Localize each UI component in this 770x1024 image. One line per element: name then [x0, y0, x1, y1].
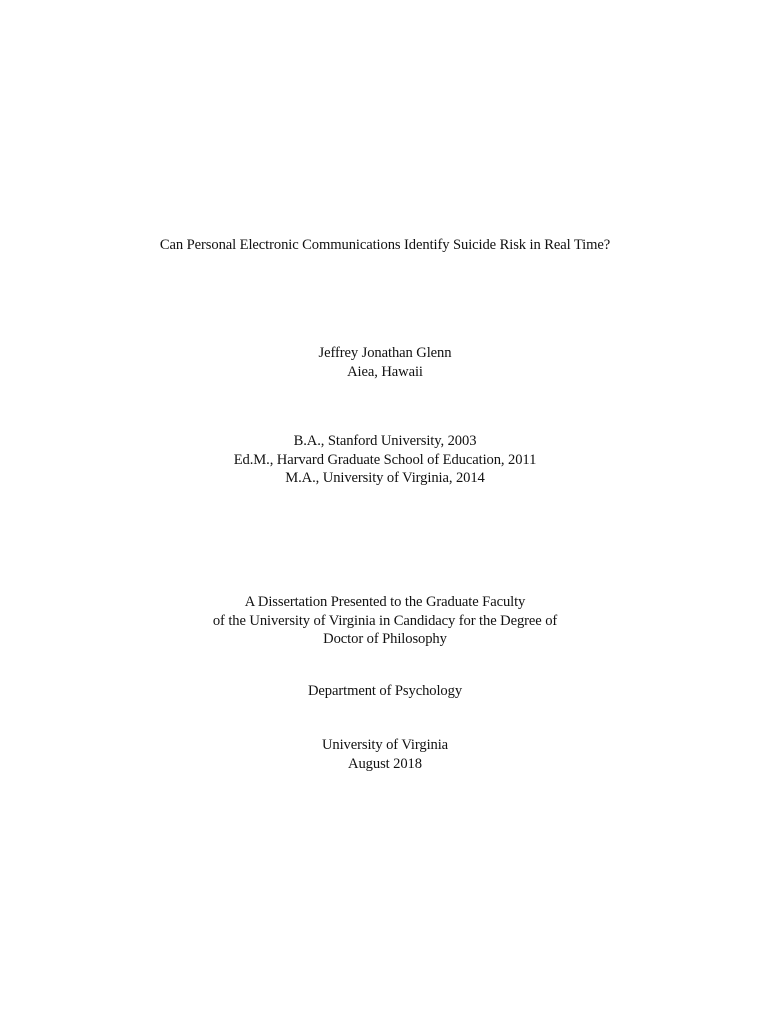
statement-line: A Dissertation Presented to the Graduate Faculty: [244, 594, 526, 610]
dissertation-statement: [0, 593, 770, 649]
statement-line: of the University of Virginia in Candidacy for the Degree of: [212, 612, 558, 629]
title-text: Can Personal Electronic Communications Identify Suicide Risk in Real Time?: [159, 237, 611, 253]
degree-line: B.A., Stanford University, 2003: [293, 433, 477, 449]
author-hometown: Aiea, Hawaii: [347, 363, 423, 380]
dissertation-title: [0, 236, 770, 255]
author-block: [0, 344, 770, 381]
department-name: Department of Psychology: [307, 683, 463, 699]
degree-line: Ed.M., Harvard Graduate School of Education, 2011: [233, 451, 537, 468]
department: [0, 682, 770, 701]
degree-line: M.A., University of Virginia, 2014: [285, 470, 485, 486]
prior-degrees: [0, 432, 770, 488]
university-and-date: [0, 736, 770, 773]
statement-line: Doctor of Philosophy: [323, 631, 447, 647]
university-name: University of Virginia: [321, 737, 449, 753]
submission-date: August 2018: [348, 755, 422, 772]
author-name: Jeffrey Jonathan Glenn: [318, 345, 452, 361]
